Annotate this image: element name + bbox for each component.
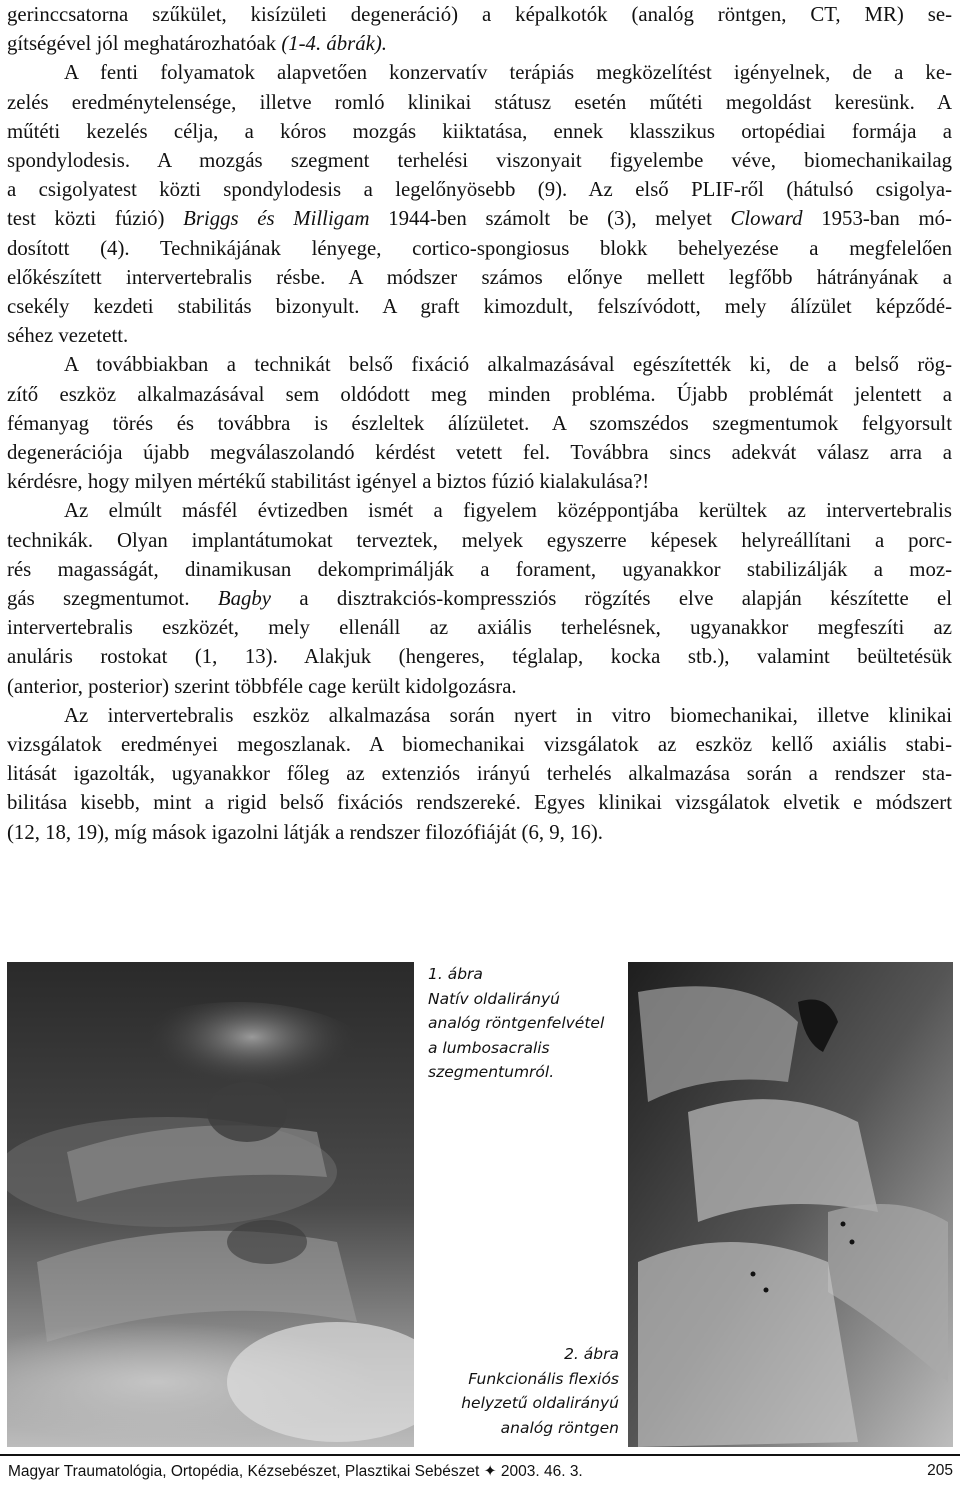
body-text-line [7, 584, 952, 613]
text-run: 1944-ben számolt be (3), melyet [369, 207, 731, 231]
figure-2-caption-line: helyzetű oldalirányú [461, 1394, 619, 1412]
figure-2-caption-line: Funkcionális flexiós [468, 1369, 619, 1388]
body-text-line [7, 88, 952, 117]
figure-2-number: 2. ábra [564, 1345, 619, 1363]
figure-1-caption [428, 962, 623, 1085]
italic-text: Cloward [730, 207, 803, 231]
text-run: a disztrakciós-kompressziós rögzítés elve alapján készítette el [271, 587, 952, 611]
xray-image-figure-1 [7, 962, 414, 1447]
text-run: gás szegmentumot. [7, 587, 218, 611]
body-text-line [7, 496, 952, 525]
text-run: a csigolyatest közti spondylodesis a legelőnyösebb (9). Az első PLIF-ről (hátulsó csigolya- [7, 178, 952, 202]
journal-citation: Magyar Traumatológia, Ortopédia, Kézsebészet, Plasztikai Sebészet ✦ 2003. 46. 3. [8, 1463, 583, 1480]
text-run: Az intervertebralis eszköz alkalmazása során nyert in vitro biomechanikai, illetve klinikai [64, 703, 952, 727]
text-run: fémanyag törés és továbbra is észleltek álízületet. A szomszédos szegmentumok felgyorsult [7, 411, 952, 435]
text-run: zelés eredménytelensége, illetve romló klinikai státusz esetén műtéti megoldást keresünk. A [7, 90, 952, 114]
body-text-line [7, 613, 952, 642]
text-run: degenerációja újabb megválaszolandó kérdést vetett fel. Továbbra sincs adekvát válasz arra a [7, 441, 952, 465]
text-run: előkészített intervertebralis résbe. A módszer számos előnye mellett legfőbb hátrányának a [7, 265, 952, 289]
body-text-line [7, 672, 952, 701]
body-text-line [7, 175, 952, 204]
body-text-line [7, 555, 952, 584]
text-run: A továbbiakban a technikát belső fixáció alkalmazásával egészítették ki, de a belső rög- [64, 353, 952, 377]
text-run: spondylodesis. A mozgás szegment terhelési viszonyait figyelembe véve, biomechanikailag [7, 149, 952, 173]
text-run: zítő eszköz alkalmazásával sem oldódott meg minden probléma. Újabb problémát jelentett a [7, 382, 952, 406]
italic-text: Bagby [217, 587, 271, 611]
body-text-line [7, 467, 952, 496]
figure-1-caption-line: Natív oldalirányú [428, 989, 561, 1008]
italic-text: Briggs és Milligam [183, 207, 370, 231]
footer-divider [0, 1454, 960, 1456]
text-run: bilitása kisebb, mint a rigid belső fixációs rendszereké. Egyes klinikai vizsgálatok elvetik e módszert [7, 791, 952, 815]
text-run: test közti fúzió) [7, 207, 184, 231]
body-text-line [7, 730, 952, 759]
body-text-line [7, 526, 952, 555]
text-run: gerinccsatorna szűkület, kisízületi degeneráció) a képalkotók (analóg röntgen, CT, MR) se- [7, 3, 952, 26]
body-text-line [7, 234, 952, 263]
figure-1-number: 1. ábra [428, 965, 483, 983]
text-run: vizsgálatok eredményei megoszlanak. A biomechanikai vizsgálatok az eszköz kellő axiális stabi- [7, 733, 952, 757]
page-footer [0, 1452, 960, 1488]
body-text-line [7, 117, 952, 146]
text-run: 1953-ban mó- [802, 207, 952, 231]
figure-2-caption [420, 1342, 619, 1440]
text-run: dosított (4). Technikájának lényege, cortico-spongiosus blokk behelyezése a megfelelően [7, 236, 952, 260]
text-run: Az elmúlt másfél évtizedben ismét a figyelem középpontjába kerültek az intervertebralis [64, 499, 952, 523]
figure-1-caption-line: analóg röntgenfelvétel [428, 1014, 605, 1032]
text-run: A fenti folyamatok alapvetően konzervatív terápiás megközelítést igényelnek, de a ke- [64, 61, 952, 85]
article-body [7, 0, 952, 847]
body-text-line [7, 263, 952, 292]
body-text-line [7, 204, 952, 233]
text-run: gítségével jól meghatározhatóak [7, 32, 282, 56]
page-number: 205 [927, 1462, 953, 1479]
body-text-line [7, 321, 952, 350]
body-text-line [7, 409, 952, 438]
xray-image-figure-2 [628, 962, 953, 1447]
body-text-line [7, 29, 952, 58]
body-text-line [7, 701, 952, 730]
figure-1-caption-line: a lumbosacralis [428, 1038, 550, 1057]
text-run: csekély kezdeti stabilitás bizonyult. A graft kimozdult, felszívódott, mely álízület képződé- [7, 295, 952, 319]
body-text-line [7, 350, 952, 379]
text-run: intervertebralis eszközét, mely ellenáll az axiális terhelésnek, ugyanakkor megfeszíti az [7, 616, 952, 640]
body-text-line [7, 292, 952, 321]
text-run: kérdésre, hogy milyen mértékű stabilitást igényel a biztos fúzió kialakulása?! [7, 470, 650, 494]
text-run: litását igazolták, ugyanakkor főleg az extenziós irányú terhelés alkalmazása során a rendszer sta- [7, 762, 952, 786]
body-text-line [7, 642, 952, 671]
body-text-line [7, 818, 952, 847]
body-text-line [7, 759, 952, 788]
text-run: rés magasságát, dinamikusan dekomprimálják a forament, ugyanakkor stabilizálják a moz- [7, 557, 952, 581]
figure-2-caption-line: analóg röntgen [500, 1418, 619, 1437]
italic-text: (1-4. ábrák). [281, 32, 388, 56]
body-text-line [7, 146, 952, 175]
text-run: műtéti kezelés célja, a kóros mozgás kiiktatása, ennek klasszikus ortopédiai formája a [7, 119, 952, 143]
body-text-line [7, 0, 952, 29]
figure-1-caption-line: szegmentumról. [428, 1063, 555, 1081]
body-text-line [7, 380, 952, 409]
text-run: séhez vezetett. [7, 324, 129, 348]
text-run: anuláris rostokat (1, 13). Alakjuk (hengeres, téglalap, kocka stb.), valamint beültetésük [7, 645, 952, 669]
text-run: technikák. Olyan implantátumokat terveztek, melyek egyszerre képesek helyreállítani a porc- [7, 528, 952, 552]
body-text-line [7, 58, 952, 87]
text-run: (anterior, posterior) szerint többféle cage került kidolgozásra. [7, 674, 517, 698]
text-run: (12, 18, 19), míg mások igazolni látják a rendszer filozófiáját (6, 9, 16). [7, 820, 604, 844]
body-text-line [7, 438, 952, 467]
body-text-line [7, 788, 952, 817]
